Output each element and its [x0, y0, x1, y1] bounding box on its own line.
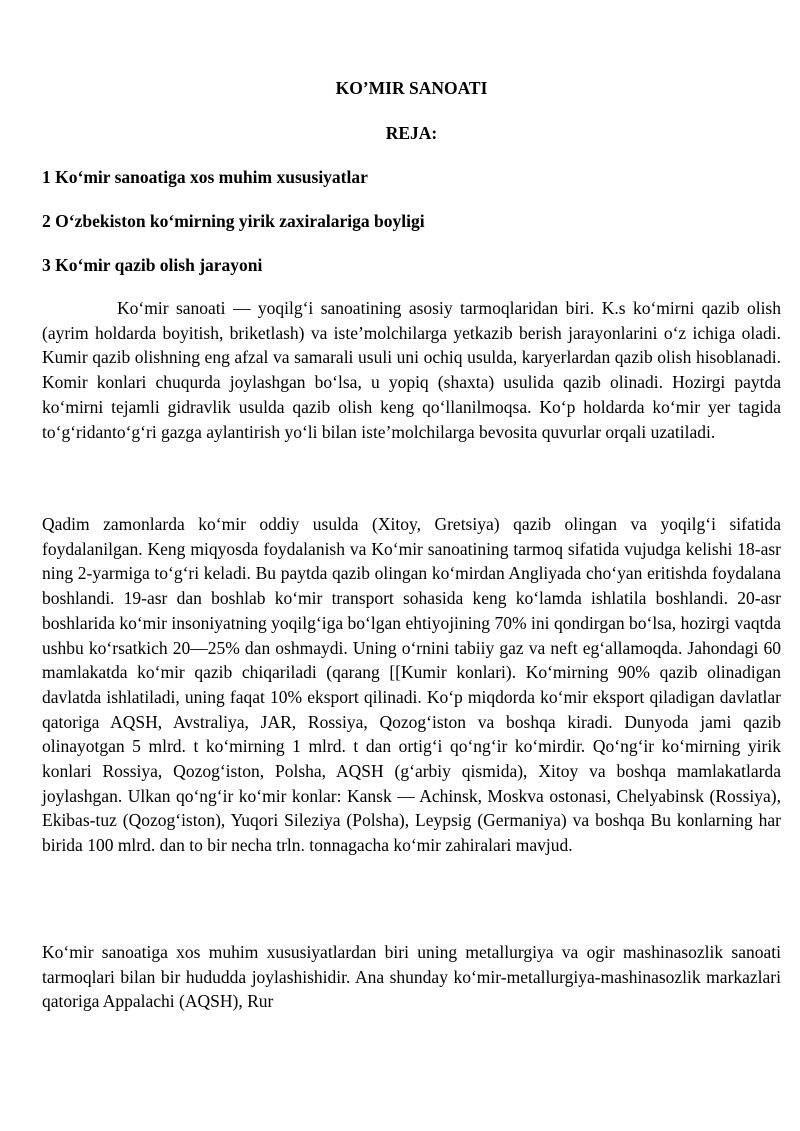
document-title: KO’MIR SANOATI — [335, 78, 488, 98]
paragraph-features: Ko‘mir sanoatiga xos muhim xususiyatlardan biri uning metallurgiya va ogir mashinasozlik sanoati tarmoqlari bilan bir hududda joylashishidir. Ana shunday ko‘mir-metallurgiya-mashinasozlik markazlari qatoriga Appalachi (AQSH), Rur — [42, 942, 781, 1012]
plan-item-1: 1 Ko‘mir sanoatiga xos muhim xususiyatlar — [42, 167, 368, 187]
paragraph-intro: Ko‘mir sanoati — yoqilg‘i sanoatining asosiy tarmoqlaridan biri. K.s ko‘mirni qazib olish (ayrim holdarda boyitish, briketlash) va iste’molchilarga yetkazib berish jarayonlarini o‘z ichiga oladi. Kumir qazib olishning eng afzal va samarali usuli uni ochiq usulda, karyerlardan qazib olish hisoblanadi. Komir konlari chuqurda joylashgan bo‘lsa, u yopiq (shaxta) usulida qazib olinadi. Hozirgi paytda ko‘mirni tejamli gidravlik usulda qazib olish keng qo‘llanilmoqsa. Ko‘p holdarda ko‘mir yer tagida to‘g‘ridanto‘g‘ri gazga aylantirish yo‘li bilan iste’molchilarga bevosita quvurlar orqali uzatiladi. — [42, 298, 781, 442]
paragraph-history: Qadim zamonlarda ko‘mir oddiy usulda (Xitoy, Gretsiya) qazib olingan va yoqilg‘i sifatida foydalanilgan. Keng miqyosda foydalanish va Ko‘mir sanoatining tarmoq sifatida vujudga kelishi 18-asr ning 2-yarmiga to‘g‘ri keladi. Bu paytda qazib olingan ko‘mirdan Angliyada cho‘yan eritishda foydalana boshlandi. 19-asr dan boshlab ko‘mir transport sohasida keng ko‘lamda ishlatila boshlandi. 20-asr boshlarida ko‘mir insoniyatning yoqilg‘iga bo‘lgan ehtiyojining 70% ini qondirgan bo‘lsa, hozirgi vaqtda ushbu ko‘rsatkich 20—25% dan oshmaydi. Uning o‘rnini tabiiy gaz va neft eg‘allamoqda. Jahondagi 60 mamlakatda ko‘mir qazib chiqariladi (qarang [[Kumir konlari). Ko‘mirning 90% qazib olinadigan davlatda ishlatiladi, uning faqat 10% eksport qilinadi. Ko‘p miqdorda ko‘mir eksport qiladigan davlatlar qatoriga AQSH, Avstraliya, JAR, Rossiya, Qozog‘iston va boshqa kiradi. Dunyoda jami qazib olinayotgan 5 mlrd. t ko‘mirning 1 mlrd. t dan ortig‘i qo‘ng‘ir ko‘mirdir. Qo‘ng‘ir ko‘mirning yirik konlari Rossiya, Qozog‘iston, Polsha, AQSH (g‘arbiy qismida), Xitoy va boshqa mamlakatlarda joylashgan. Ulkan qo‘ng‘ir ko‘mir konlar: Kansk — Achinsk, Moskva ostonasi, Chelyabinsk (Rossiya), Ekibas-tuz (Qozog‘iston), Yuqori Sileziya (Polsha), Leypsig (Germaniya) va boshqa Bu konlarning har birida 100 mlrd. dan to bir necha trln. tonnagacha ko‘mir zahiralari mavjud. — [42, 514, 781, 856]
plan-heading: REJA: — [385, 123, 438, 143]
plan-item-3: 3 Ko‘mir qazib olish jarayoni — [42, 255, 263, 275]
plan-item-2: 2 O‘zbekiston ko‘mirning yirik zaxiralariga boyligi — [42, 211, 425, 231]
